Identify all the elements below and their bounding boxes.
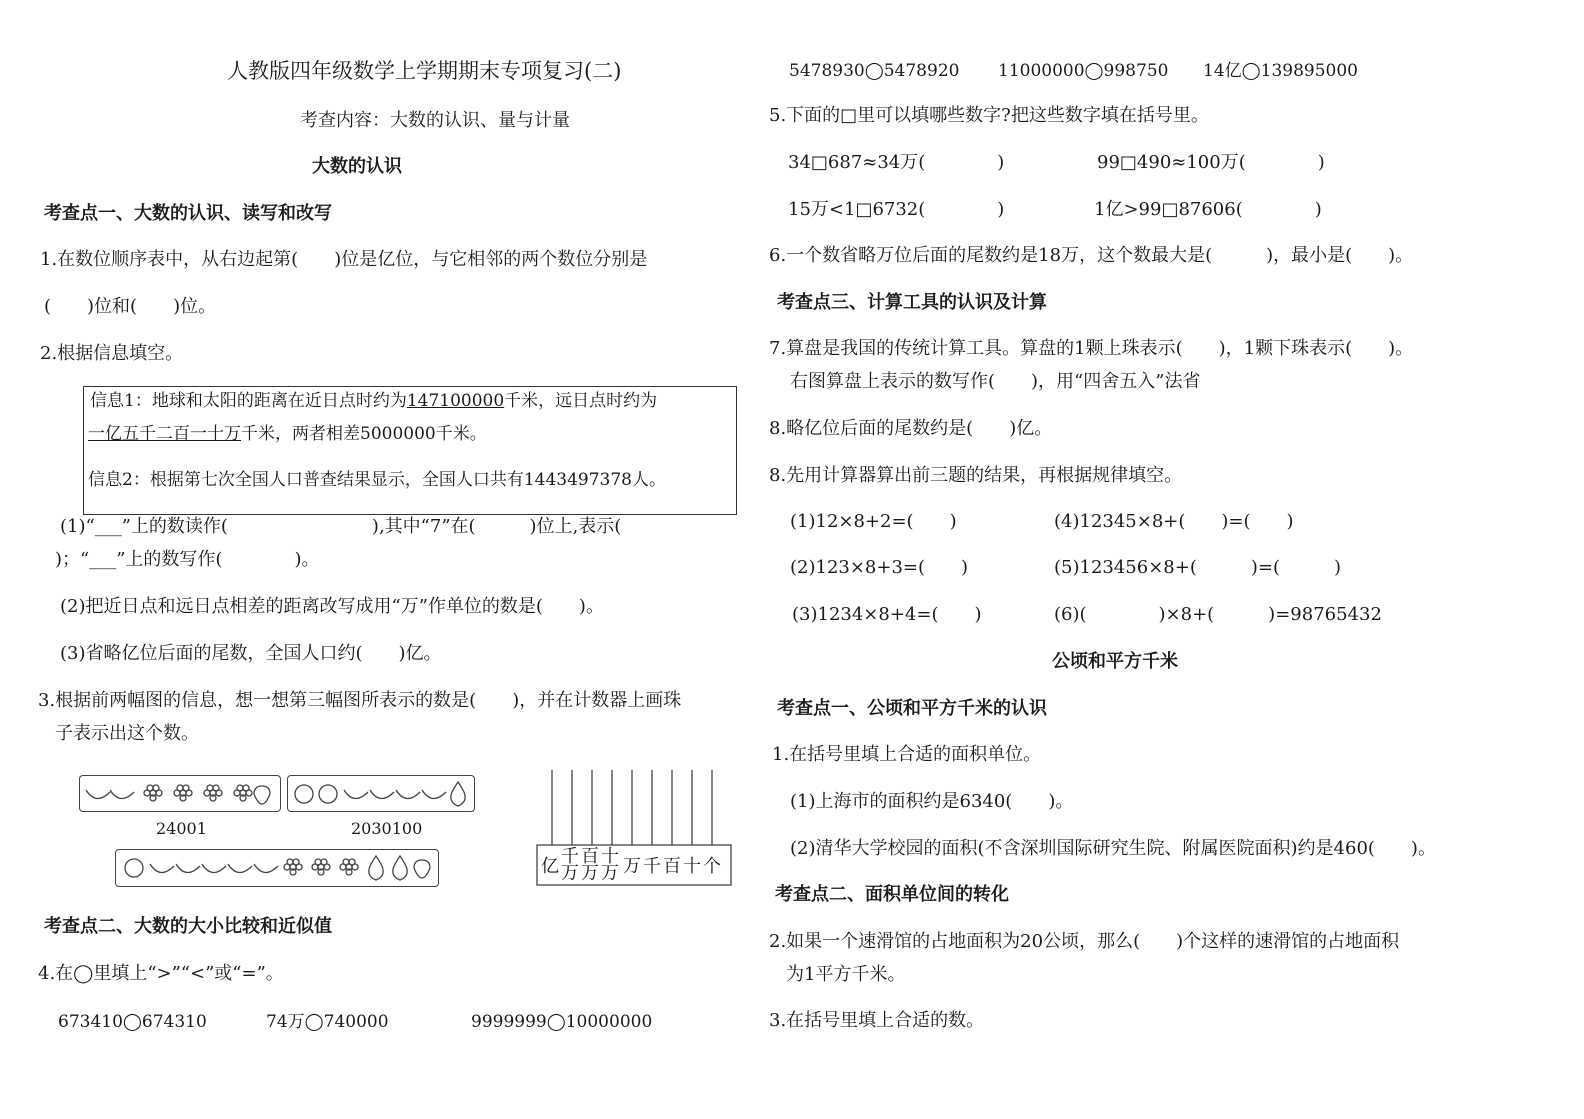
question-4-item-6: 14亿◯139895000 (1203, 61, 1359, 81)
question-1-line-1: 1.在数位顺序表中，从右边起第( )位是亿位，与它相邻的两个数位分别是 (40, 249, 648, 270)
calc-item-6: (6)( )×8+( )=98765432 (1054, 604, 1382, 625)
fruit-picture-2 (287, 775, 475, 812)
right-question-1: 1.在括号里填上合适的面积单位。 (772, 744, 1042, 765)
apple-banana-pear-icon (288, 776, 474, 811)
section-title-area-units: 公顷和平方千米 (1052, 651, 1178, 672)
right-question-1-2: (2)清华大学校园的面积(不含深圳国际研究生院、附属医院面积)约是460( )。 (790, 838, 1436, 859)
counter-label-qian: 千 (643, 856, 661, 877)
question-2-3: (3)省略亿位后面的尾数，全国人口约( )亿。 (60, 643, 442, 664)
info-2: 信息2：根据第七次全国人口普查结果显示，全国人口共有1443497378人。 (88, 470, 666, 490)
knowledge-point-2: 考查点二、大数的大小比较和近似值 (44, 916, 332, 937)
question-5-item-3: 15万<1□6732( ) (788, 199, 1005, 220)
question-7-line-2: 右图算盘上表示的数写作( )，用“四舍五入”法省 (790, 371, 1201, 392)
question-3-line-2: 子表示出这个数。 (55, 723, 199, 744)
calc-item-4: (4)12345×8+( )=( ) (1054, 511, 1294, 532)
info-1-number: 147100000 (406, 391, 505, 411)
right-question-1-1: (1)上海市的面积约是6340( )。 (790, 791, 1074, 812)
counter-label-baiwan: 百万 (581, 846, 599, 884)
info-1-line-2 (88, 423, 487, 445)
page-subtitle: 考查内容：大数的认识、量与计量 (300, 110, 570, 131)
calc-item-2: (2)123×8+3=( ) (790, 557, 969, 578)
counter-label-bai: 百 (663, 856, 681, 877)
fruit-picture-1 (79, 775, 281, 812)
page-title: 人教版四年级数学上学期期末专项复习(二) (227, 59, 622, 83)
question-6: 6.一个数省略万位后面的尾数约是18万，这个数最大是( )，最小是( )。 (769, 245, 1414, 266)
calc-item-3: (3)1234×8+4=( ) (792, 604, 982, 625)
fruit-picture-2-label: 2030100 (351, 819, 423, 838)
question-4-item-5: 11000000◯998750 (998, 61, 1169, 81)
knowledge-point-1: 考查点一、大数的认识、读写和改写 (44, 203, 332, 224)
info-1-chinese-number: 一亿五千二百一十万 (88, 424, 241, 444)
knowledge-point-4: 考查点一、公顷和平方千米的认识 (777, 698, 1047, 719)
counter-label-yi: 亿 (541, 856, 559, 877)
question-5: 5.下面的□里可以填哪些数字?把这些数字填在括号里。 (769, 105, 1209, 126)
question-2: 2.根据信息填空。 (40, 343, 184, 364)
question-4: 4.在◯里填上“>”“<”或“=”。 (38, 963, 284, 984)
right-question-3: 3.在括号里填上合适的数。 (769, 1010, 985, 1031)
knowledge-point-3: 考查点三、计算工具的认识及计算 (777, 292, 1047, 313)
info-1-text-a: 信息1：地球和太阳的距离在近日点时约为 (90, 391, 407, 411)
question-7-line-1: 7.算盘是我国的传统计算工具。算盘的1颗上珠表示( )，1颗下珠表示( )。 (769, 338, 1414, 359)
question-2-2: (2)把近日点和远日点相差的距离改写成用“万”作单位的数是( )。 (60, 596, 604, 617)
right-question-2-line-1: 2.如果一个速滑馆的占地面积为20公顷，那么( )个这样的速滑馆的占地面积 (769, 931, 1400, 952)
counter-label-ge: 个 (703, 856, 721, 877)
question-5-item-2: 99□490≈100万( ) (1097, 152, 1325, 173)
question-1-line-2: ( )位和( )位。 (44, 296, 217, 317)
info-1-text-b: 千米，远日点时约为 (504, 391, 658, 411)
question-4-item-3: 9999999◯10000000 (471, 1012, 653, 1032)
calc-item-1: (1)12×8+2=( ) (790, 511, 957, 532)
fruit-picture-3 (115, 849, 439, 887)
question-4-item-1: 673410◯674310 (58, 1012, 207, 1032)
question-3-line-1: 3.根据前两幅图的信息，想一想第三幅图所表示的数是( )，并在计数器上画珠 (38, 690, 682, 711)
question-8a: 8.略亿位后面的尾数约是( )亿。 (769, 418, 1053, 439)
fruit-picture-1-label: 24001 (156, 819, 207, 838)
knowledge-point-5: 考查点二、面积单位间的转化 (775, 884, 1009, 905)
question-4-item-4: 5478930◯5478920 (789, 61, 960, 81)
counter-label-shi: 十 (683, 856, 701, 877)
counter-label-shiwan: 十万 (601, 846, 619, 884)
counter-labels (537, 847, 731, 887)
question-5-item-1: 34□687≈34万( ) (788, 152, 1005, 173)
question-4-item-2: 74万◯740000 (266, 1012, 389, 1032)
counter-label-qianwan: 千万 (561, 846, 579, 884)
banana-grape-strawberry-icon (80, 776, 280, 811)
section-title-big-numbers: 大数的认识 (312, 156, 402, 177)
info-1-line-1 (90, 390, 657, 412)
calc-item-5: (5)123456×8+( )=( ) (1054, 557, 1341, 578)
mixed-fruit-icon (116, 850, 438, 886)
question-2-1-b: )；“___”上的数写作( )。 (55, 549, 320, 570)
question-8b: 8.先用计算器算出前三题的结果，再根据规律填空。 (769, 465, 1183, 486)
counter-label-wan: 万 (623, 856, 641, 877)
question-5-item-4: 1亿>99□87606( ) (1094, 199, 1322, 220)
info-1-text-d: 千米，两者相差5000000千米。 (241, 424, 487, 444)
question-2-1-a: (1)“___”上的数读作( ),其中“7”在( )位上,表示( (60, 516, 622, 537)
right-question-2-line-2: 为1平方千米。 (786, 964, 906, 985)
